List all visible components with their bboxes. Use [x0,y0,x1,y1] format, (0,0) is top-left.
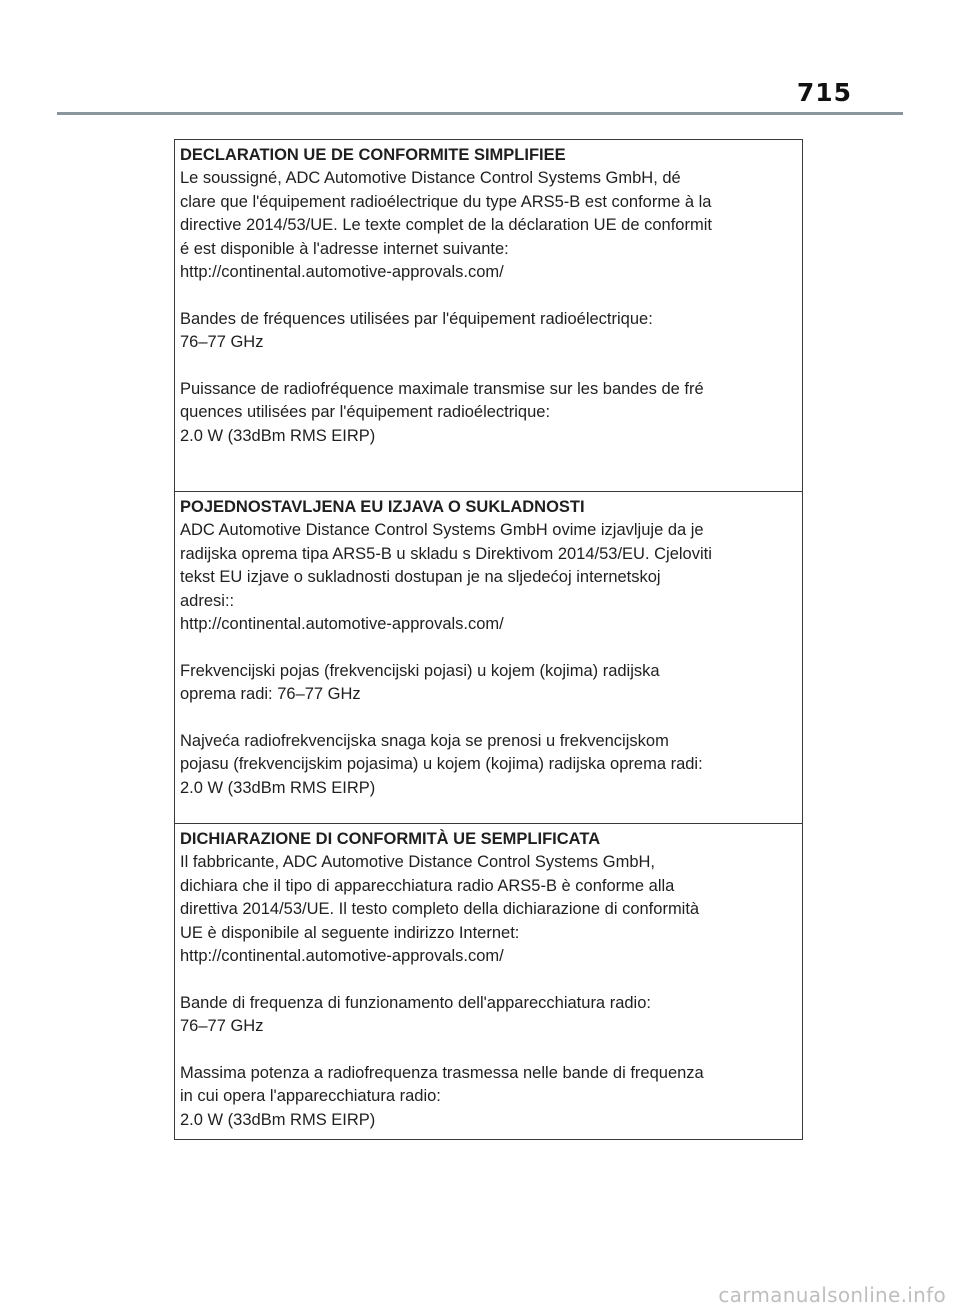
text-line: in cui opera l'apparecchiatura radio: [180,1087,441,1106]
url-text: http://continental.automotive-approvals.com/ [180,263,504,282]
text-line: quences utilisées par l'équipement radioélectrique: [180,403,551,422]
paragraph-declaration [180,851,798,968]
url-text: http://continental.automotive-approvals.com/ [180,615,504,634]
declaration-table [174,139,803,1140]
url-text: http://continental.automotive-approvals.com/ [180,947,504,966]
text-line: dichiara che il tipo di apparecchiatura radio ARS5-B è conforme alla [180,876,675,895]
header-rule [57,112,903,115]
text-line: Frekvencijski pojas (frekvencijski pojasi) u kojem (kojima) radijska [180,661,660,680]
text-line: 2.0 W (33dBm RMS EIRP) [180,1110,376,1129]
text-line: 76–77 GHz [180,1017,264,1036]
text-line: Le soussigné, ADC Automotive Distance Control Systems GmbH, dé [180,169,681,188]
paragraph-power [180,378,798,448]
text-line: Bande di frequenza di funzionamento dell'apparecchiatura radio: [180,993,651,1012]
paragraph-frequency [180,308,798,355]
text-line: Najveća radiofrekvencijska snaga koja se prenosi u frekvencijskom [180,732,669,751]
watermark: carmanualsonline.info [718,1283,946,1307]
text-line: radijska oprema tipa ARS5-B u skladu s Direktivom 2014/53/EU. Cjeloviti [180,544,712,563]
text-line: 2.0 W (33dBm RMS EIRP) [180,778,376,797]
text-line: Puissance de radiofréquence maximale transmise sur les bandes de fré [180,380,704,399]
text-line: Massima potenza a radiofrequenza trasmessa nelle bande di frequenza [180,1064,704,1083]
paragraph-frequency [180,992,798,1039]
text-line: directive 2014/53/UE. Le texte complet de la déclaration UE de conformit [180,216,712,235]
text-line: Il fabbricante, ADC Automotive Distance Control Systems GmbH, [180,853,656,872]
text-line: clare que l'équipement radioélectrique du type ARS5-B est conforme à la [180,192,712,211]
section-croatian [175,491,802,823]
paragraph-power [180,730,798,800]
text-line: direttiva 2014/53/UE. Il testo completo della dichiarazione di conformità [180,900,700,919]
section-title: POJEDNOSTAVLJENA EU IZJAVA O SUKLADNOSTI [180,498,585,516]
section-italian [175,823,802,1139]
text-line: Bandes de fréquences utilisées par l'équipement radioélectrique: [180,309,653,328]
text-line: UE è disponibile al seguente indirizzo Internet: [180,923,520,942]
text-line: adresi:: [180,591,235,610]
text-line: 2.0 W (33dBm RMS EIRP) [180,426,376,445]
text-line: ADC Automotive Distance Control Systems GmbH ovime izjavljuje da je [180,521,704,540]
text-line: 76–77 GHz [180,333,264,352]
paragraph-power [180,1062,798,1132]
text-line: tekst EU izjave o sukladnosti dostupan je na sljedećoj internetskoj [180,568,661,587]
section-title: DICHIARAZIONE DI CONFORMITÀ UE SEMPLIFICATA [180,830,601,848]
page-number: 715 [796,78,852,107]
paragraph-frequency [180,660,798,707]
text-line: pojasu (frekvencijskim pojasima) u kojem (kojima) radijska oprema radi: [180,755,703,774]
text-line: é est disponible à l'adresse internet suivante: [180,239,509,258]
paragraph-declaration [180,167,798,284]
paragraph-declaration [180,519,798,636]
section-title: DECLARATION UE DE CONFORMITE SIMPLIFIEE [180,146,566,164]
text-line: oprema radi: 76–77 GHz [180,685,361,704]
section-french [175,140,802,491]
